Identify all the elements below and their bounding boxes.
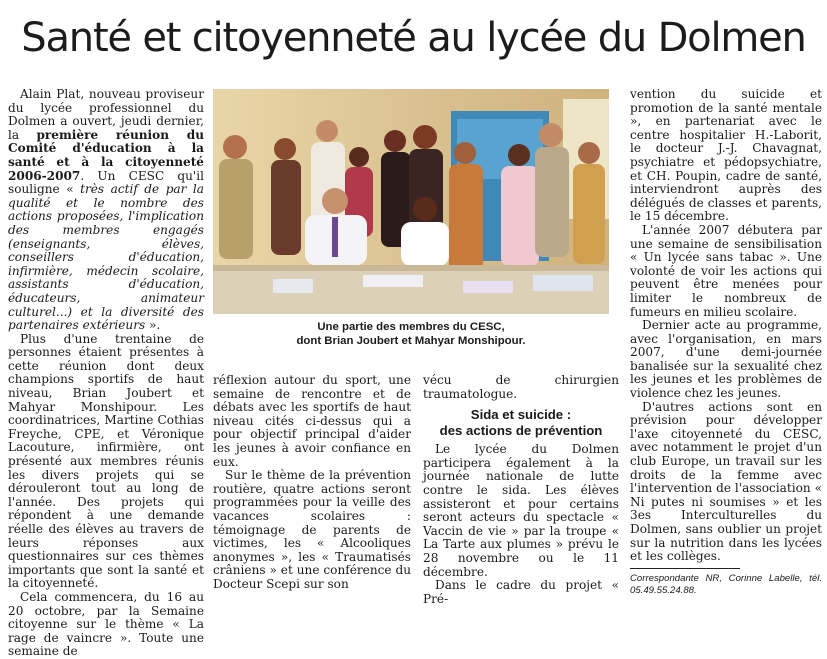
article-column-4 [630, 87, 822, 596]
caption-line-2: dont Brian Joubert et Mahyar Monshipour. [296, 335, 526, 347]
paragraph: vention du suicide et promotion de la santé mentale », en partenariat avec le centre hospitalier H.-Laborit, le docteur J.-J. Chavagnat, psychiatre et pédopsychiatre, et CH. Poupin, cadre de santé, interviendront auprès des délégués de classes et parents, le 15 décembre. [630, 87, 822, 224]
headline: Santé et citoyenneté au lycée du Dolmen [21, 15, 806, 61]
photo-caption [213, 320, 609, 348]
paragraph: L'année 2007 débutera par une semaine de sensibilisation « Un lycée sans tabac ». Une volonté de voir les actions qui peuvent être menées pour limiter le nombreux de fumeurs en milieu scolaire. [630, 222, 822, 319]
paragraph: D'autres actions sont en prévision pour développer l'axe citoyenneté du CESC, avec notamment le projet d'un club Europe, un travail sur les droits de la femme avec l'intervention de l'association « Ni putes ni soumises » et les 3es Interculturelles du Dolmen, sans oublier un projet sur la nutrition dans les lycées et les collèges. [630, 399, 822, 564]
paragraph: Dernier acte au programme, avec l'organisation, en mars 2007, d'une demi-journée banalisée sur la sexualité chez les jeunes et les problèmes de violence chez les jeunes. [630, 318, 822, 401]
group-photo-icon [213, 89, 609, 314]
paragraph: vécu de chirurgien traumatologue. [423, 373, 619, 401]
article-column-2 [213, 373, 411, 591]
paragraph: réflexion autour du sport, une semaine de rencontre et de débats avec les sportifs de haut niveau cités ci-dessus qui a pour objectif principal d'aider les jeunes à avoir confiance en eux. [213, 373, 411, 469]
article-column-3 [423, 373, 619, 606]
paragraph: Dans le cadre du projet « Pré- [423, 578, 619, 606]
paragraph: Cela commencera, du 16 au 20 octobre, par la Semaine citoyenne sur le thème « La rage de vaincre ». Toute une semaine de [8, 589, 204, 659]
paragraph: Le lycée du Dolmen participera également à la journée nationale de lutte contre le sida. Les élèves assisteront et pour certains seront acteurs du spectacle « Vaccin de vie » par la troupe « La Tarte aux plumes » prévu le 28 novembre ou le 11 décembre. [423, 442, 619, 579]
divider [630, 568, 740, 569]
caption-line-1: Une partie des membres du CESC, [317, 321, 505, 333]
paragraph: Sur le thème de la prévention routière, quatre actions seront programmées pour la veille des vacances scolaires : témoignage de parents de victimes, les « Alcooliques anonymes », les « Traumatisés crâniens » et une conférence du Docteur Scepi sur son [213, 468, 411, 591]
subheading-line-1: Sida et suicide : [470, 407, 572, 423]
article-column-1 [8, 87, 205, 659]
correspondent-credit: Correspondante NR, Corinne Labelle, tél. 05.49.55.24.88. [630, 572, 822, 596]
paragraph: Alain Plat, nouveau proviseur du lycée professionnel du Dolmen a ouvert, jeudi dernier, la première réunion du Comité d'éducation à la santé et à la citoyenneté 2006-2007. Un CESC qu'il souligne « très actif de par la qualité et le nombre des actions proposées, l'implication des membres engagés (enseignants, élèves, conseillers d'éducation, infirmière, médecin scolaire, assistants d'éducation, éducateurs, animateur culturel...) et la diversité des partenaires extérieurs ». [8, 87, 205, 333]
subheading-line-2: des actions de prévention [439, 423, 603, 439]
paragraph: Plus d'une trentaine de personnes étaient présentes à cette réunion dont deux champions sportifs de haut niveau, Brian Joubert et Mahyar Monshipour. Les coordinatrices, Martine Cothias Freyche, CPE, et Véronique Lacouture, infirmière, ont présenté aux membres réunis les divers projets qui se dérouleront tout au long de l'année. Des projets qui répondent à une demande réelle des élèves au travers de leurs réponses aux questionnaires sur ces thèmes importants que sont la santé et la citoyenneté. [8, 331, 204, 591]
subheading [423, 407, 619, 439]
